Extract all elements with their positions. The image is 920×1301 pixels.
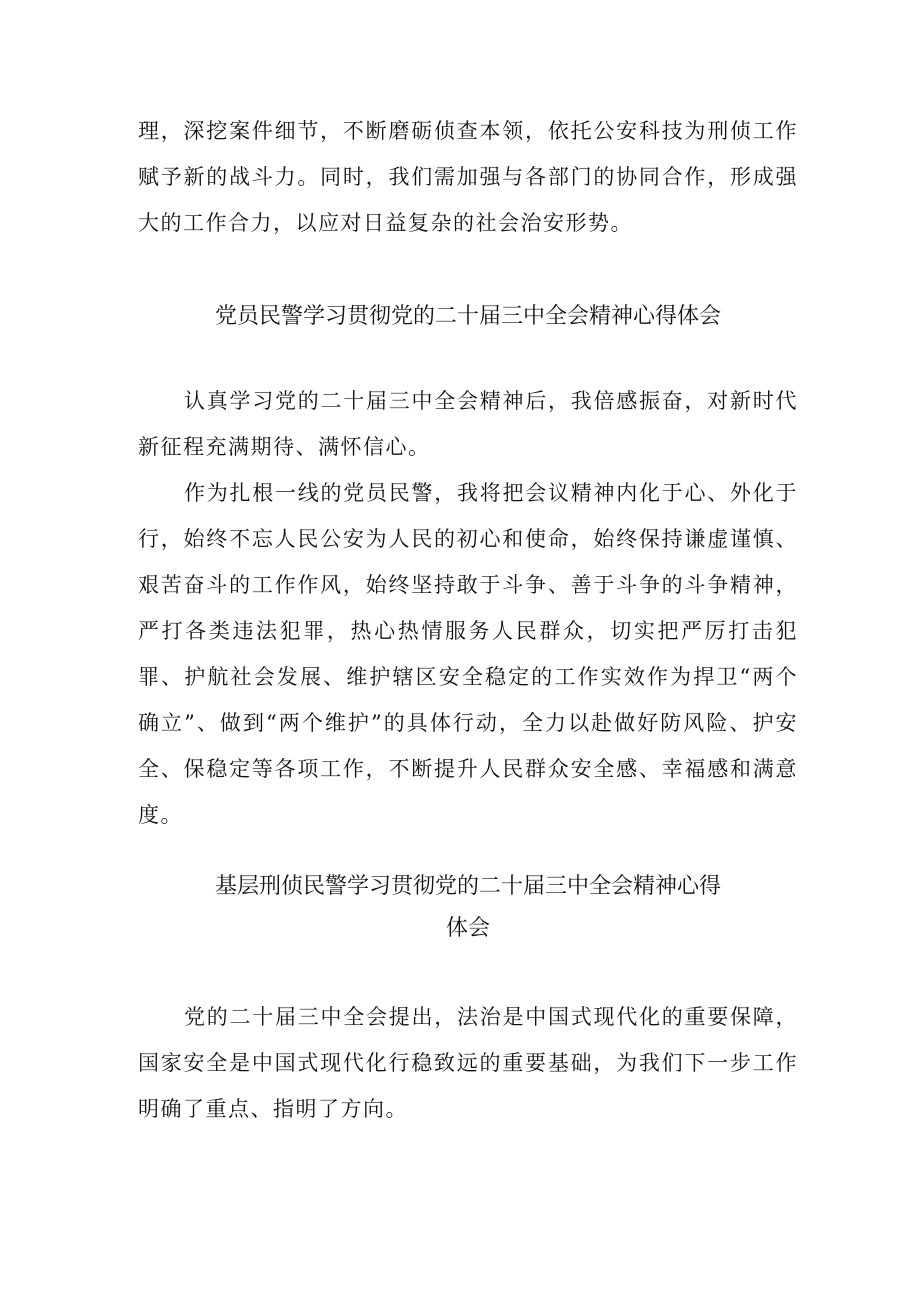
section1-paragraph-1: 认真学习党的二十届三中全会精神后，我倍感振奋，对新时代新征程充满期待、满怀信心。: [138, 389, 798, 459]
section1-title: 党员民警学习贯彻党的二十届三中全会精神心得体会: [214, 304, 721, 329]
intro-paragraph: 理，深挖案件细节，不断磨砺侦查本领，依托公安科技为刑侦工作赋予新的战斗力。同时，我们需加强与各部门的协同合作，形成强大的工作合力，以应对日益复杂的社会治安形势。: [138, 119, 798, 235]
section2-paragraph-1: 党的二十届三中全会提出，法治是中国式现代化的重要保障，国家安全是中国式现代化行稳致远的重要基础，为我们下一步工作明确了重点、指明了方向。: [138, 1005, 798, 1121]
section2-title-line1: 基层刑侦民警学习贯彻党的二十届三中全会精神心得: [214, 874, 721, 899]
section2-title: [138, 866, 798, 950]
section1-paragraph-2: 作为扎根一线的党员民警，我将把会议精神内化于心、外化于行，始终不忘人民公安为人民的初心和使命，始终保持谦虚谨慎、艰苦奋斗的工作作风，始终坚持敢于斗争、善于斗争的斗争精神，严打各类违法犯罪，热心热情服务人民群众，切实把严厉打击犯罪、护航社会发展、维护辖区安全稳定的工作实效作为捍卫“两个确立”、做到“两个维护”的具体行动，全力以赴做好防风险、护安全、保稳定等各项工作，不断提升人民群众安全感、幸福感和满意度。: [138, 481, 798, 827]
section2-title-line2: 体会: [445, 916, 490, 941]
